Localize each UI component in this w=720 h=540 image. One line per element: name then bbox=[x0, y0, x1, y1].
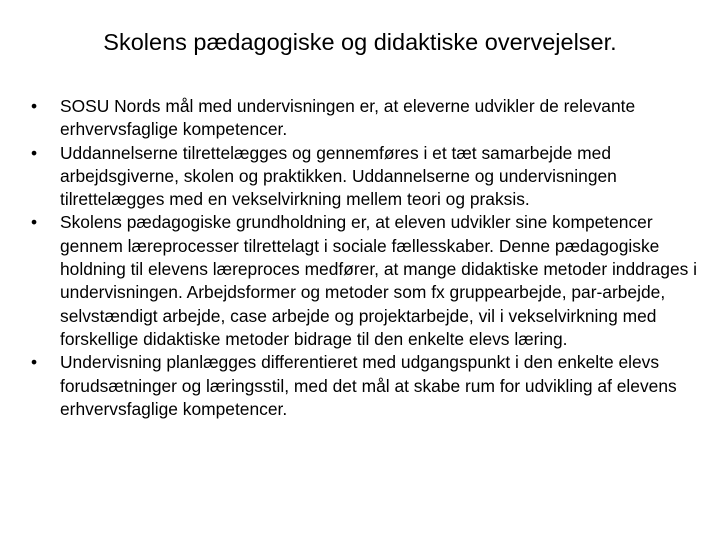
bullet-icon: • bbox=[31, 212, 38, 233]
bullet-icon: • bbox=[31, 142, 38, 163]
bullet-text: Undervisning planlægges differentieret med udgangspunkt i den enkelte elevs forudsætninger og læringsstil, med det mål at skabe rum for udvikling af elevens erhvervsfaglige kompetencer. bbox=[60, 352, 677, 419]
bullet-item bbox=[30, 211, 700, 351]
bullet-icon: • bbox=[31, 352, 38, 373]
bullet-text: Skolens pædagogiske grundholdning er, at eleven udvikler sine kompetencer gennem læreprocesser tilrettelagt i sociale fællesskaber. Denne pædagogiske holdning til elevens læreproces medfører, at mange didaktiske metoder inddrages i undervisningen. Arbejdsformer og metoder som fx gruppearbejde, par-arbejde, selvstændigt arbejde, case arbejde og projektarbejde, vil i vekselvirkning med forskellige didaktiske metoder bidrage til den enkelte elevs læring. bbox=[60, 212, 698, 349]
slide-title: Skolens pædagogiske og didaktiske overvejelser. bbox=[103, 29, 617, 55]
bullet-item bbox=[30, 95, 700, 142]
bullet-list bbox=[30, 95, 700, 421]
bullet-item bbox=[30, 351, 700, 421]
bullet-item bbox=[30, 142, 700, 212]
bullet-icon: • bbox=[31, 96, 38, 116]
bullet-text: Uddannelserne tilrettelægges og gennemføres i et tæt samarbejde med arbejdsgiverne, skolen og praktikken. Uddannelserne og undervisningen tilrettelægges med en vekselvirkning mellem teori og praksis. bbox=[60, 142, 617, 210]
bullet-text: SOSU Nords mål med undervisningen er, at eleverne udvikler de relevante erhvervsfaglige kompetencer. bbox=[60, 96, 636, 140]
